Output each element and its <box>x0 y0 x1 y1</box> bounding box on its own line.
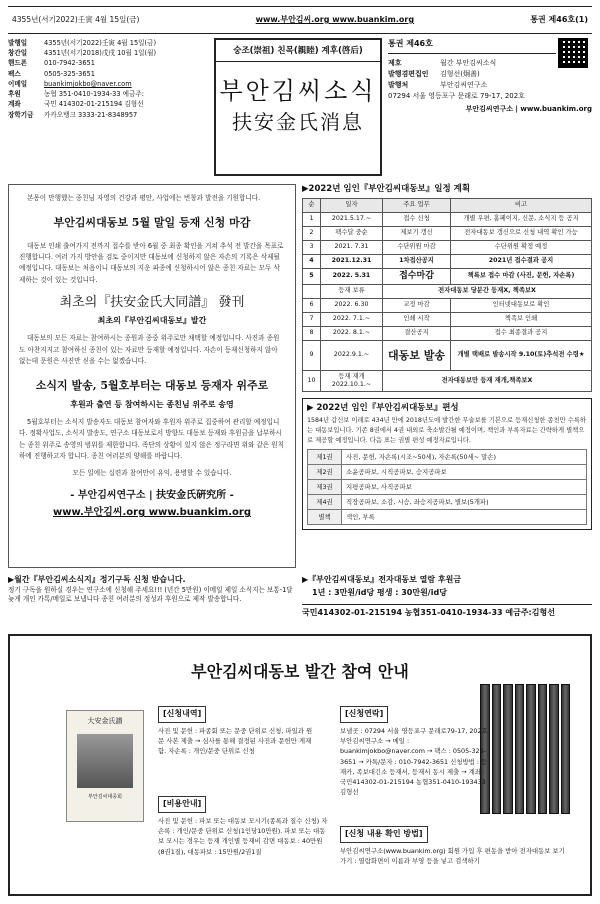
info-label: 핸드폰 <box>8 59 28 68</box>
publisher-label: 제호 <box>388 59 402 68</box>
notice-subheading-2: 최초의『부안김씨대동보』발간 <box>97 315 207 325</box>
cell: 접수마감 <box>383 268 451 284</box>
cell: 4 <box>303 254 321 268</box>
cell: 사진, 문헌, 자손록(시조~50세), 자손록(50세~ 말손) <box>342 450 587 465</box>
apply-contact-heading: [신청연락] <box>340 706 388 723</box>
table-row <box>303 240 592 254</box>
cell: 2022. 7.1.~ <box>321 312 383 326</box>
cell: 6 <box>303 298 321 312</box>
publication-info <box>8 38 208 176</box>
table-row <box>303 340 592 370</box>
email-link[interactable]: buankimjokbo@naver.com <box>44 79 132 88</box>
cell: 지평공파보, 사직공파보 <box>342 480 587 495</box>
publisher-label: 발행처 <box>388 81 409 90</box>
plan-box <box>302 398 592 531</box>
newsletter-title: 부안김씨소식 <box>219 76 377 105</box>
cell: 접수 신청 <box>383 212 451 226</box>
publisher-box <box>388 38 592 176</box>
table-row <box>303 298 592 312</box>
cell: 교정 마감 <box>383 298 451 312</box>
apply-items-block <box>158 706 318 757</box>
address: 07294 서울 영등포구 문래로 79-17, 202호 <box>388 91 525 100</box>
cell: 책족보 인쇄 <box>451 312 592 326</box>
info-label: 장학기금 <box>8 110 34 119</box>
confirm-heading: [신청 내용 확인 방법] <box>340 826 428 843</box>
cell: 8 <box>303 326 321 340</box>
cell: 별책 <box>308 510 342 525</box>
apply-items-text: 사진 및 문헌 : 파종회 또는 문중 단위로 신청, 파일과 원문 사본 제출 → 심사를 통해 결정된 사진과 문헌만 게재함. 자손록 : 개인/문중 단위로 신청 <box>158 726 313 756</box>
cell: 직장공파보, 소감, 시승, 좌승지공파보, 별보(5개파) <box>342 495 587 510</box>
subscription-text: 정기 구독을 원하실 경우는 연구소에 신청해 주세요!!! (년간 5만원) 이메일 제일 소식지는 보통-1달 늦게 개인 카톡/메일로 보냅니다 종친 여러분의 정성과 후원으로 제작 발송합니다. <box>8 585 293 604</box>
info-value: 0505-325-3651 <box>44 69 95 78</box>
notice-text-2: 대동보의 모든 자료는 참여하시는 종원과 종중 위주로만 채택할 예정입니다. 사진과 종원도 아찬지지고 참여하신 종친이 있는 자료만 등재할 예정입니다. 자손이 등재신청하지 않아 없는데 문원은 사진만 싣을 수는 없겠습니다. <box>19 334 280 365</box>
table-row <box>303 370 592 391</box>
cell: 팩수달 중순 <box>321 226 383 240</box>
notice-subheading-3: 후원과 출연 등 참여하시는 종친님 위주로 송영 <box>70 399 234 409</box>
schedule-column <box>302 184 592 568</box>
cell: 전자대동보 갱신으로 신청 내역 확인 가능 <box>451 226 592 240</box>
info-value: 010-7942-3651 <box>44 59 95 68</box>
cell: 9 <box>303 340 321 370</box>
schedule-header: 비고 <box>451 198 592 212</box>
notice-heading-1: 부안김씨대동보 5월 말일 등재 신청 마감 <box>53 216 251 230</box>
issue-date: 4355년(서기2022)壬寅 4월 15일(금) <box>12 15 140 25</box>
table-row <box>308 495 587 510</box>
cell: 10 <box>303 370 321 391</box>
donation-notice <box>302 574 592 630</box>
cell: 1차접산공지 <box>383 254 451 268</box>
cell: 수단위원 마감 <box>383 240 451 254</box>
masthead <box>214 38 382 176</box>
cell: 2021.5.17.~ <box>321 212 383 226</box>
subscription-title: ▶월간『부안김씨소식지』정기구독 신청 받습니다. <box>8 575 186 584</box>
apply-contact-text: 보낼곳 : 07294 서울 영등포구 문래로79-17, 202호 부안김씨연구소 → 메일 : buankimjokbo@naver.com → 팩스 : 0505-325-3651 → 카톡/문자 : 010-7942-3651 신청방법 : 등재카, 족보대긴소 등재서, 등재서 동시 제출 → 계좌 : 국민414302-01-215194 농협351-0410-193433 김형선 <box>340 726 488 797</box>
subscription-notice <box>8 574 296 618</box>
info-label: 이메일 <box>8 79 28 88</box>
schedule-header: 일자 <box>321 198 383 212</box>
info-value: 농협 351-0410-1934-33 예금주: <box>44 90 144 99</box>
table-row <box>308 510 587 525</box>
donation-title: ▶『부안김씨대동보』전자대동보 열람 후원금 <box>302 575 462 584</box>
table-row <box>308 450 587 465</box>
cell: 2022.9.1.~ <box>321 340 383 370</box>
qr-code-icon[interactable] <box>558 38 588 68</box>
table-row <box>303 268 592 284</box>
cell: 5 <box>303 268 321 284</box>
book-cover-image <box>66 710 144 822</box>
confirm-block <box>340 826 570 866</box>
cell: 색인, 부록 <box>342 510 587 525</box>
cell: 제3권 <box>308 480 342 495</box>
publisher-org[interactable]: 부안김씨연구소 | www.buankim.org <box>465 104 592 113</box>
plan-title: ▶ 2022년 임인『부안김씨대동보』편성 <box>307 402 459 413</box>
volume: 통권 제46호 <box>388 39 433 48</box>
cell: 2021.12.31 <box>321 254 383 268</box>
cell: 1 <box>303 212 321 226</box>
cell: 제4권 <box>308 495 342 510</box>
info-label: 발행일 <box>8 39 28 47</box>
cell: 7 <box>303 312 321 326</box>
newsletter-title-hanja: 扶安金氏消息 <box>232 109 364 134</box>
cell: 등재 재개 2022.10.1.~ <box>321 370 383 391</box>
notice-text-3: 5월호부터는 소식지 발송자도 대동보 참여자와 후원자 위주로 집중하여 관리할 예정입니다. 정확사업도, 소식지 발송도, 연구소 대동보로서 방향도 대동보 등재와 후원금을 납부하시는 종친 위주로 송영의 범위를 제한합니다. 족단의 상황이 있지 않은 정구라면 위와 같은 원칙하에 진행하고자 합니다. 종친 여러분의 양해를 바랍니다. <box>19 418 285 460</box>
table-row <box>308 480 587 495</box>
schedule-header: 순 <box>303 198 321 212</box>
plan-description: 1584년 갑신보 이래로 434년 만에 2018년도에 발간한 무술보를 기본으로 등재신청한 종친만 수록하는 대동보입니다. 기존 8권에서 4권 내외로 축소발간될 예정이며, 책인과 부록자료는 간략하게 별책으로 제공할 예정입니다. 다음 표는 권별 편성 예정자료입니다. <box>307 417 586 444</box>
plan-table <box>307 449 587 525</box>
website-link[interactable]: www.부안김씨.org www.buankim.org <box>255 15 415 24</box>
cell: 전자대동보만 등재 재개,책족보X <box>383 370 592 391</box>
table-row <box>303 312 592 326</box>
notice-text-1: 대동보 인쇄 출여가지 전까지 접수를 받아 6월 중 최종 확인을 거쳐 추석 전 발간을 목표로 진행합니다. 여러 가지 방안을 검토 중이지만 대동보에 신청하지 않은 자손의 기록은 삭제될 예정입니다. 대동보는 처음이니 대동보의 지운 파종에 신청하시어 않은 종친 자료는 모두 삭제하는 것이 있는 것입니다. <box>19 241 284 284</box>
book-subtitle: 부안김씨대종회 <box>88 793 122 800</box>
participation-ad <box>8 634 592 896</box>
info-value: 국민 414302-01-215194 김형선 <box>44 100 144 109</box>
cell: 개별 우편, 홈페이지, 신문, 소식지 등 공지 <box>451 212 592 226</box>
cell: 3 <box>303 240 321 254</box>
cell: 제1권 <box>308 450 342 465</box>
cell: 소윤공파보, 시직공파보, 승지공파보 <box>342 465 587 480</box>
cost-heading: [비용안내] <box>158 796 206 813</box>
table-row <box>303 284 592 298</box>
ad-title: 부안김씨대동보 발간 참여 안내 <box>191 662 409 681</box>
cell: 인쇄 시작 <box>383 312 451 326</box>
issue-number: 통권 제46호(1) <box>530 15 588 24</box>
info-label: 후원 <box>8 90 21 99</box>
cost-block <box>158 796 328 857</box>
books-set-image <box>480 684 570 814</box>
cell: 제보기 갱신 <box>383 226 451 240</box>
cost-text: 사진 및 문헌 : 파보 또는 대동보 모시기(종록과 질수 신청) 자손록 : 개인/문중 단위로 신청(1인당10만원). 파보 또는 대동보 모시는 경우는 등재 개인별 등재비 감면 대동보 : 40만원(8권1질), 대동파보 : 15만원/2권1질 <box>158 816 328 856</box>
confirm-text: 부안김씨연구소(www.buankim.org) 회원 가입 후 편동을 받아 전자대동보 보기 가기 : 열람화면이 이름과 부영 등을 넣고 검색하기 <box>340 846 565 866</box>
table-row <box>303 326 592 340</box>
schedule-header: 주요 업무 <box>383 198 451 212</box>
donation-account: 국민414302-01-215194 농협351-0410-1934-33 예금주:김형선 <box>302 604 592 620</box>
cell: 수단위원 확정 예정 <box>451 240 592 254</box>
cell: 개별 택배로 발송시작 9.10(토)추석전 수령★ <box>451 340 592 370</box>
cell: 등재 보류 <box>321 284 383 298</box>
intro-text: 본몽이 만행했는 종친님 자영의 건강과 평안, 사업에는 번창과 발전을 기원합니다. <box>27 194 261 202</box>
notice-heading-2: 최초의『扶安金氏大同譜』 發刊 <box>59 294 245 310</box>
cell: 대동보 발송 <box>383 340 451 370</box>
notice-text-4: 모든 일에는 십련과 참여만이 유익, 용병할 수 있습니다. <box>72 469 232 478</box>
apply-contact-block <box>340 706 490 798</box>
info-value: 카카오뱅크 3333-21-8348957 <box>44 110 138 119</box>
cell: 2021년 접수결과 공지 <box>451 254 592 268</box>
info-label: 팩스 <box>8 69 21 78</box>
schedule-title: ▶2022년 임인『부안김씨대동보』일정 계획 <box>302 184 471 194</box>
cell: 인터넷대동보로 확인 <box>451 298 592 312</box>
table-row <box>303 212 592 226</box>
publisher-value: 부안김씨연구소 <box>440 81 488 90</box>
top-bar <box>8 6 592 34</box>
cell: 2021. 7.31 <box>321 240 383 254</box>
cell: 책록보 접수 마감 (사진, 문헌, 자손록) <box>451 268 592 284</box>
table-row <box>303 254 592 268</box>
notice-heading-3: 소식지 발송, 5월호부터는 대동보 등재자 위주로 <box>35 379 269 392</box>
cell: 제2권 <box>308 465 342 480</box>
publisher-value: 김형선(炯善) <box>440 70 480 79</box>
donation-fee: 1년 : 3만원/id당 평생 : 30만원/id당 <box>312 587 447 597</box>
info-label: 계좌 <box>8 100 21 109</box>
book-title: 大安金氏譜 <box>87 717 123 725</box>
table-row <box>308 465 587 480</box>
cell: 2022. 5.31 <box>321 268 383 284</box>
cell: 전자대동보 당분간 등재X, 책족보X <box>383 284 592 298</box>
publisher-value: 월간 부안김씨소식 <box>440 59 497 68</box>
info-label: 창간일 <box>8 49 28 58</box>
publisher-label: 발행겸편집인 <box>388 70 429 79</box>
info-value: 4351년(서기2018)戊戌 10월 1일(월) <box>44 49 157 58</box>
info-value: 4355년(서기2022)壬寅 4월 15일(금) <box>44 39 157 47</box>
cell: 결산공지 <box>383 326 451 340</box>
cell: 2022. 6.30 <box>321 298 383 312</box>
schedule-table <box>302 198 592 392</box>
cell: 2 <box>303 226 321 240</box>
notice-column <box>8 184 296 568</box>
signature-web[interactable]: www.부안김씨.org www.buankim.org <box>52 507 252 519</box>
apply-items-heading: [신청내역] <box>158 706 206 723</box>
building-image <box>77 734 133 788</box>
signature: - 부안김씨연구소 | 扶安金氏硏究所 - <box>70 490 234 502</box>
cell: 2022. 8.1.~ <box>321 326 383 340</box>
slogan: 숭조(崇祖) 친목(親睦) 계후(啓后) <box>216 40 380 62</box>
cell: 접수 최종결과 공지 <box>451 326 592 340</box>
table-row <box>303 226 592 240</box>
